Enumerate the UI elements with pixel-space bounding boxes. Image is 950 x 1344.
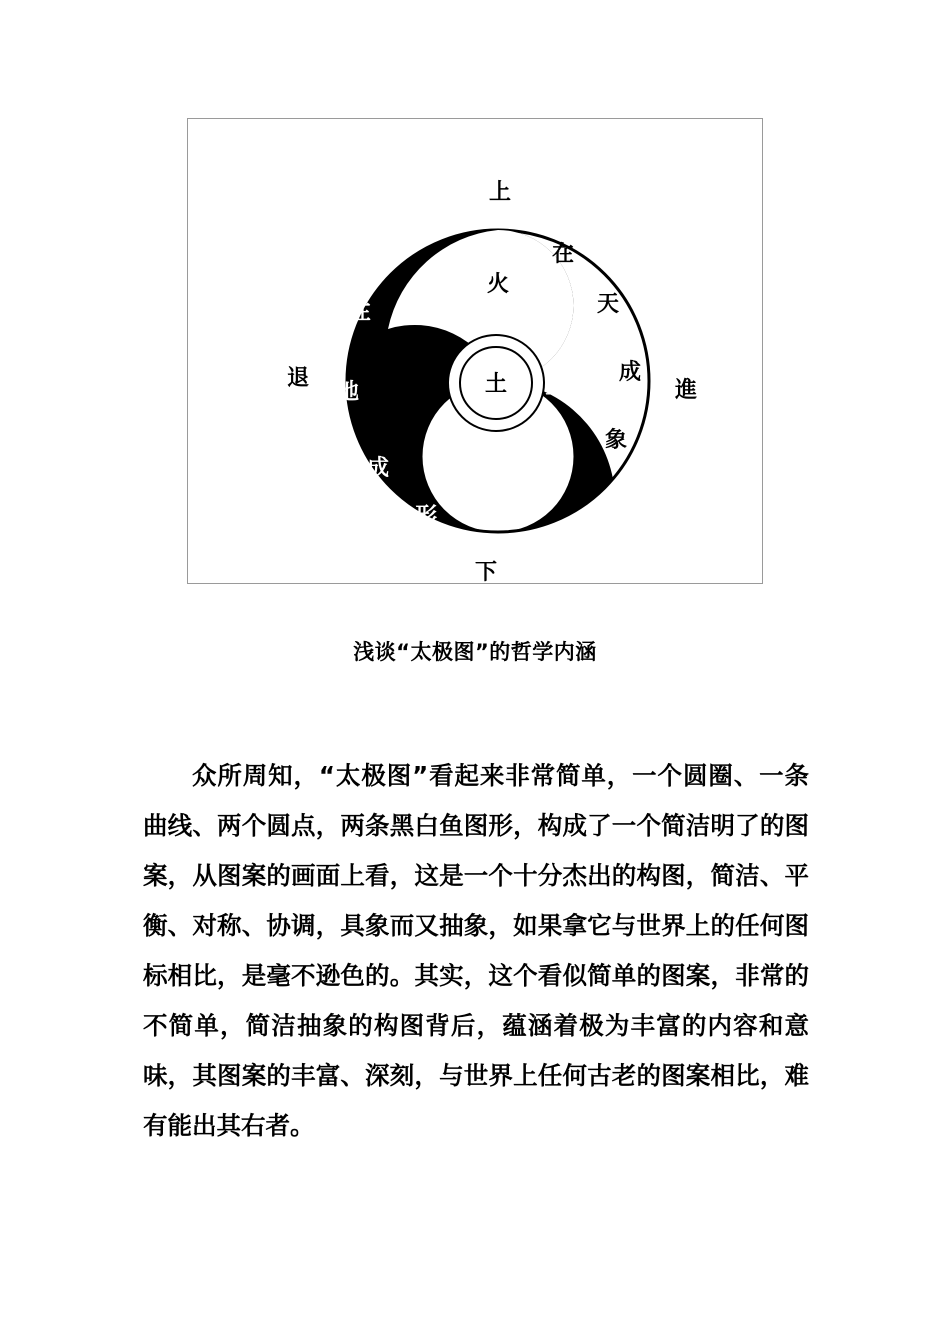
body-paragraph: 众所周知，“太极图”看起来非常简单，一个圆圈、一条曲线、两个圆点，两条黑白鱼图形，构成了一个简洁明了的图案，从图案的画面上看，这是一个十分杰出的构图，简洁、平衡、对称、协调，具象而又抽象，如果拿它与世界上的任何图标相比，是毫不逊色的。其实，这个看似简单的图案，非常的不简单，简洁抽象的构图背后，蕴涵着极为丰富的内容和意味，其图案的丰富、深刻，与世界上任何古老的图案相比，难有能出其右者。 <box>143 761 809 1140</box>
label-wood: 木 <box>413 369 437 395</box>
label-right: 進 <box>674 377 698 403</box>
label-metal: 金 <box>544 373 568 399</box>
document-title: 浅谈“太极图”的哲学内涵 <box>353 640 597 664</box>
label-heaven-cheng: 成 <box>618 359 642 385</box>
taiji-diagram <box>188 119 762 583</box>
label-earth-xing: 形 <box>414 503 438 529</box>
label-fire: 火 <box>486 271 510 297</box>
label-left: 退 <box>286 365 310 391</box>
label-earth-cheng: 成 <box>366 455 390 481</box>
label-heaven-zai: 在 <box>551 241 575 267</box>
label-center: 土 <box>484 371 508 397</box>
label-top: 上 <box>488 179 512 205</box>
label-earth-zai: 在 <box>348 299 372 325</box>
label-water: 水 <box>476 471 500 497</box>
label-earth-di: 地 <box>336 379 360 405</box>
taiji-figure <box>187 118 763 584</box>
label-heaven-xiang: 象 <box>604 427 628 453</box>
label-heaven-tian: 天 <box>596 291 620 317</box>
label-bottom: 下 <box>474 559 498 583</box>
